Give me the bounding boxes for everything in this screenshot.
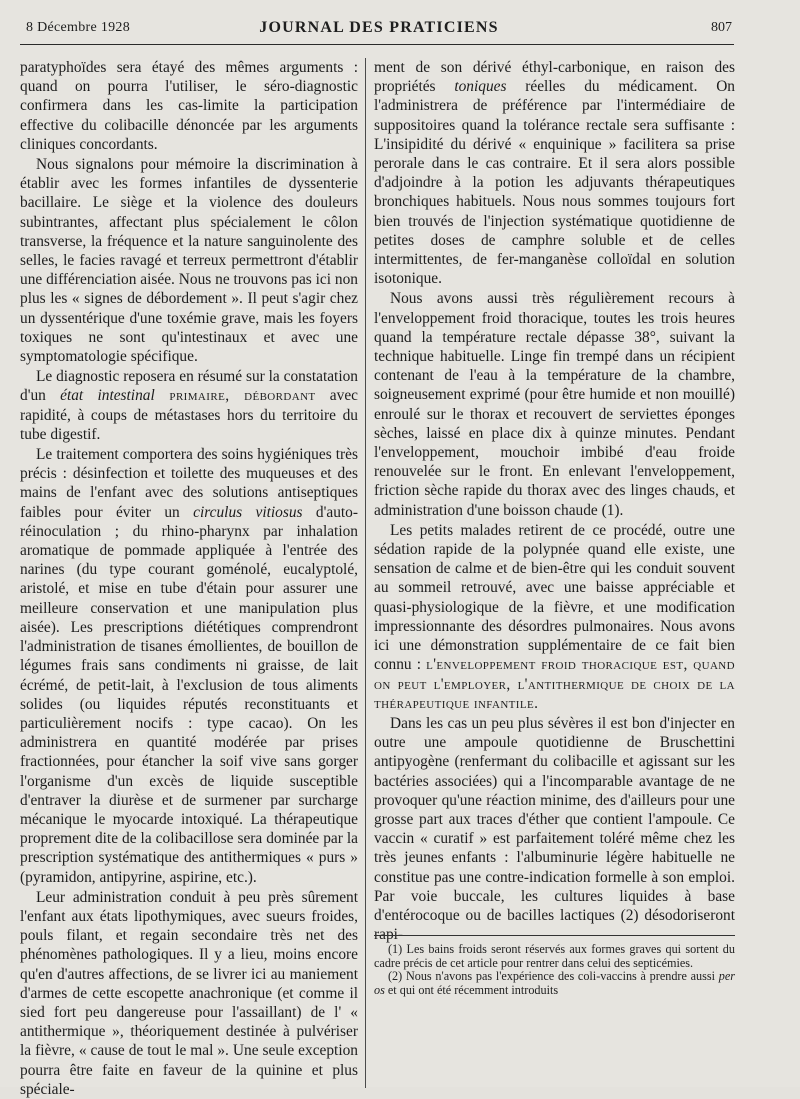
footnote-rule [374,935,735,936]
text-run: ment de son dérivé éthyl-carbonique, en raison des propriétés [374,59,735,96]
text-run: Le traitement comportera des soins hygiéniques très précis : désinfection et toilette des muqueuses et des mains de l'enfant avec des solutions antiseptiques faibles pour éviter un [20,446,358,521]
footnote-1: (1) Les bains froids seront réservés aux formes graves qui sortent du cadre précis de cet article pour rentrer dans celui des septicémies. [374,942,735,970]
text-run: Le diagnostic reposera en résumé sur la constatation d'un [20,368,358,405]
paragraph: Nous signalons pour mémoire la discrimination à établir avec les formes infantiles de dyssenterie bacillaire. Le siège et la violence des douleurs subintrantes, affectant plus spécialement le côlon transverse, la fréquence et la nature sanguinolente des selles, le facies ravagé et terreux permettront d'établir une différenciation aisée. Nous ne trouvons pas ici non plus les « signes de débordement ». Il peut s'agir chez un dyssentérique d'une toxémie grave, mais les foyers toxiques ne sont qu'intestinaux et avec une symptomatologie spécifique. [20,156,358,366]
emphasis-italic: per os [374,969,735,997]
header-date: 8 Décembre 1928 [26,20,131,35]
text-run: avec rapidité, à coups de métastases hors du territoire du tube digestif. [20,387,358,443]
text-run: (2) Nous n'avons pas l'expérience des coli-vaccins à prendre aussi [388,969,719,984]
emphasis-italic: état intestinal [60,387,155,405]
paragraph: Nous avons aussi très régulièrement recours à l'enveloppement froid thoracique, toutes les trois heures quand la température rectale dépasse 38°, suivant la technique habituelle. Linge fin trempé dans un récipient contenant de l'eau à la température de la chambre, soigneusement exprimé (pour être humide et non mouillé) enroulé sur le thorax et recouvert de serviettes éponges sèches, laissé en place dix à quinze minutes. Pendant l'enveloppement, mouchoir imbibé d'eau froide renouvelée sur le front. En enlevant l'enveloppement, friction sèche rapide du thorax avec des linges chauds, et administration d'une boisson chaude (1). [374,290,735,519]
text-run: et qui ont été récemment introduits [384,982,559,997]
running-header [26,20,732,46]
paragraph [20,445,358,887]
text-run: réelles du médicament. On l'administrera de préférence par l'intermédiaire de suppositoires quand la tolérance rectale sera suffisante : L'insipidité du dérivé « enquinique » facilitera sa prise perorale dans le cas contraire. Et il sera alors possible d'adjoindre à la potion les adjuvants thérapeutiques bronchiques habituels. Nous nous sommes toujours fort bien trouvés de l'injection systématique quotidienne de petites doses de camphre soluble et de celles intermittentes, de fer-manganèse colloïdal en solution isotonique. [374,78,736,288]
journal-title: JOURNAL DES PRATICIENS [259,19,499,36]
emphasis-italic: toniques [454,78,507,96]
header-rule [20,44,734,45]
footnotes [374,943,735,997]
column-divider [365,58,366,1088]
page-number: 807 [711,20,732,35]
left-column [20,58,358,1099]
text-run: d'auto-réinoculation ; du rhino-pharynx par inhalation aromatique de pommade appliquée à l'entrée des narines (du type courant goménolé, eucalyptolé, aristolé, et mise en tube d'étain pour assurer une meilleure conservation et une manipulation plus aisée). Les prescriptions diététiques comprendront l'administration de tisanes émollientes, de bouillon de légumes frais sans condiments ni graisse, de lait écrémé, de petit-lait, à l'exclusion de tous aliments solides (ou liquides réputés reconstituants et particulièrement nocifs : type cacao). On les administrera en quantité modérée par prises fractionnées, pour étancher la soif vive sans gorger l'organisme d'un excès de liquide susceptible d'entraver la diurèse et de surmener par surcharge mécanique le myocarde intoxiqué. La thérapeutique proprement dite de la colibacillose sera dominée par la prescription systématique des antithermiques « purs » (pyramidon, antipyrine, aspirine, etc.). [20,503,358,886]
emphasis-small-caps: primaire, débordant [154,387,316,405]
paragraph: Dans les cas un peu plus sévères il est bon d'injecter en outre une ampoule quotidienne de Bruschettini antipyogène (renfermant du colibacille et agissant sur les bactéries associées) qui a l'incomparable avantage de ne provoquer qu'une réaction minime, des d'ailleurs pour une grosse part aux traces d'éther que contient l'ampoule. Ce vaccin « curatif » est parfaitement toléré même chez les très jeunes enfants : l'albuminurie légère habituelle ne constitue pas une contre-indication formelle à son emploi. Par voie buccale, les cultures liquides à base d'entérocoque ou de bacilles lactiques (2) désodoriseront rapi- [374,714,735,944]
paragraph: Leur administration conduit à peu près sûrement l'enfant aux états lipothymiques, avec sueurs froides, pouls filant, et regain secondaire très net des phénomènes pathologiques. Il y a lieu, moins encore qu'en d'autres affections, de se livrer ici au maniement d'armes de cette escopette anachronique (et comme il sied fort peu dangereuse pour l'assaillant) de l' « antithermique », théoriquement destinée à pulvériser la fièvre, « cause de tout le mal ». Une seule exception pourra être faite en faveur de la quinine et plus spéciale- [20,888,358,1098]
paragraph [374,58,735,288]
emphasis-italic: circulus vitiosus [193,503,303,521]
paragraph [20,367,358,444]
footnote-2 [374,970,735,997]
text-run: Les petits malades retirent de ce procédé, outre une sédation rapide de la polypnée quand elle existe, une sensation de calme et de bien-être qui les conduit souvent au sommeil retrouvé, avec une baisse appréciable et quasi-physiologique de la fièvre, et une modification impressionnante des désordres pulmonaires. Nous avons ici une démonstration supplémentaire de ce fait bien connu : [374,521,735,674]
paragraph [374,521,735,713]
emphasis-small-caps: l'enveloppement froid thoracique est, quand on peut l'employer, l'antithermique de choix de la thérapeutique infantile. [374,656,735,712]
paragraph: paratyphoïdes sera étayé des mêmes arguments : quand on pourra l'utiliser, le séro-diagnostic confirmera dans les cas-limite la participation effective du colibacille dénoncée par les arguments cliniques concordants. [20,59,358,153]
right-column [374,58,735,944]
